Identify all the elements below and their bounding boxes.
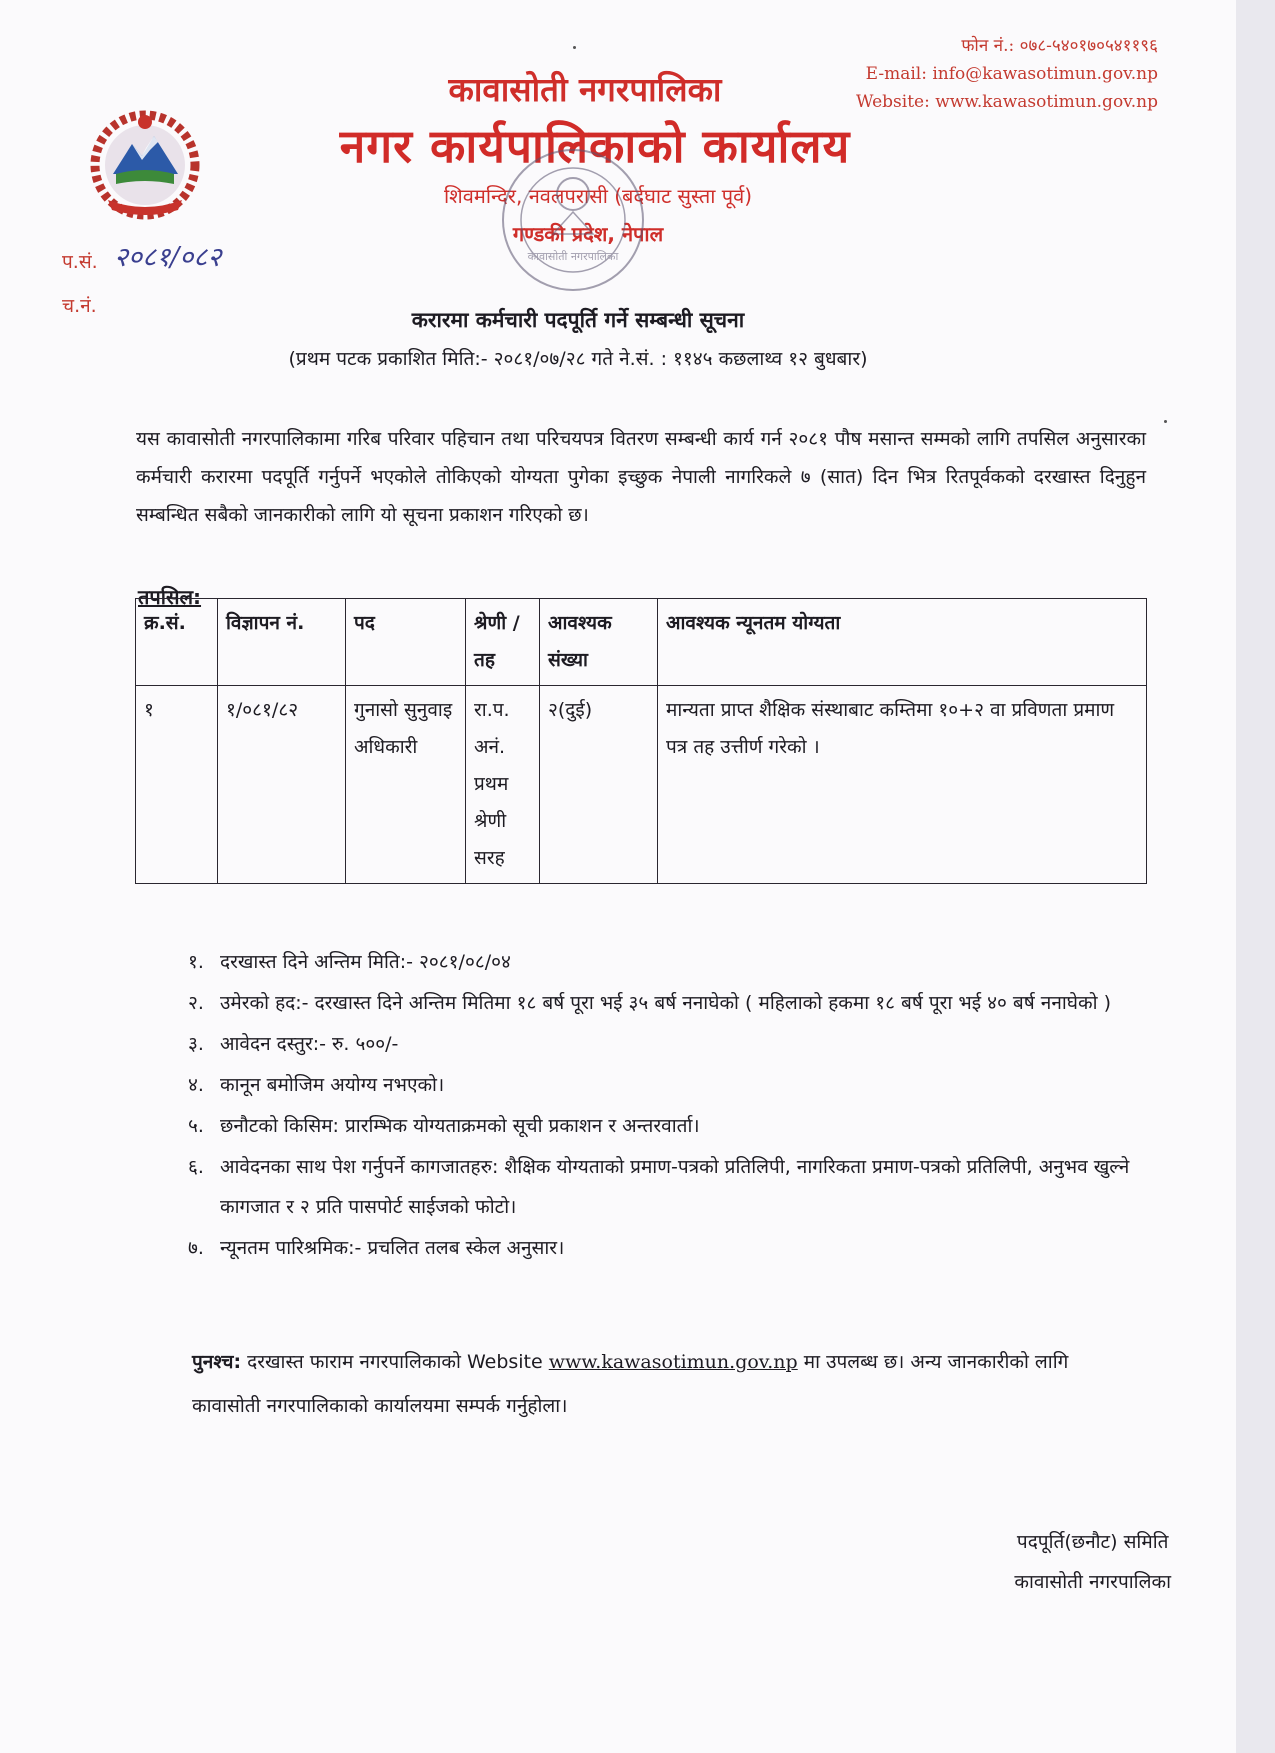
municipality-name: कावासोती नगरपालिका <box>448 70 722 109</box>
col-level: श्रेणी /तह <box>466 599 540 686</box>
vacancy-table <box>135 598 1147 884</box>
list-item: ४. कानून बमोजिम अयोग्य नभएको। <box>188 1074 445 1096</box>
list-item: २. उमेरको हद:- दरखास्त दिने अन्तिम मितिमा १८ बर्ष पूरा भई ३५ बर्ष ननाघेको ( महिलाको हकमा १८ बर्ष पूरा भई ४० बर्ष ननाघेको ) <box>188 992 1111 1014</box>
table-row <box>136 686 1147 884</box>
office-province: गण्डकी प्रदेश, नेपाल <box>512 222 664 246</box>
scan-speck <box>573 46 576 49</box>
postscript <box>192 1340 1122 1428</box>
details-heading: तपसिल: <box>138 585 202 609</box>
signature-municipality: कावासोती नगरपालिका <box>1014 1571 1171 1593</box>
postscript-text-after: मा उपलब्ध छ। अन्य जानकारीको लागि कावासोती नगरपालिकाको कार्यालयमा सम्पर्क गर्नुहोला। <box>192 1351 1069 1417</box>
cell-level: रा.प. अनं. प्रथम श्रेणी सरह <box>466 686 540 884</box>
scan-edge <box>1236 0 1275 1753</box>
signature-block <box>1014 1522 1171 1602</box>
notice-subtitle: (प्रथम पटक प्रकाशित मिति:- २०८१/०७/२८ गते ने.सं. : ११४५ कछलाथ्व १२ बुधबार) <box>288 348 868 370</box>
cell-required-number: २(दुई) <box>540 686 658 884</box>
scan-speck <box>1164 420 1167 423</box>
list-item: ५. छनौटको किसिम: प्रारम्भिक योग्यताक्रमको सूची प्रकाशन र अन्तरवार्ता। <box>188 1115 700 1137</box>
phone-number: फोन नं.: ०७८-५४०१७०५४११९६ <box>961 36 1158 56</box>
seal-text: कावासोती नगरपालिका <box>527 250 619 263</box>
handwritten-reference-number <box>110 236 280 280</box>
col-serial: क्र.सं. <box>136 599 218 686</box>
dispatch-label: च.नं. <box>62 295 97 317</box>
col-post: पद <box>346 599 466 686</box>
website-link[interactable]: www.kawasotimun.gov.np <box>548 1351 798 1373</box>
cell-serial: १ <box>136 686 218 884</box>
office-name: नगर कार्यपालिकाको कार्यालय <box>339 119 851 173</box>
postscript-text-before: दरखास्त फाराम नगरपालिकाको Website <box>241 1351 549 1373</box>
notice-paragraph: यस कावासोती नगरपालिकामा गरिब परिवार पहिचान तथा परिचयपत्र वितरण सम्बन्धी कार्य गर्न २०८१ पौष मसान्त सम्मको लागि तपसिल अनुसारका कर्मचारी करारमा पदपूर्ति गर्नुपर्ने भएकोले तोकिएको योग्यता पुगेका इच्छुक नेपाली नागरिकले ७ (सात) दिन भित्र रितपूर्वकको दरखास्त दिनुहुन सम्बन्धित सबैको जानकारीको लागि यो सूचना प्रकाशन गरिएको छ। <box>136 428 1146 526</box>
cell-minimum-qualification: मान्यता प्राप्त शैक्षिक संस्थाबाट कम्तिमा १०+२ वा प्रविणता प्रमाण पत्र तह उत्तीर्ण गरेको । <box>658 686 1147 884</box>
office-address: शिवमन्दिर, नवलपरासी (बर्दघाट सुस्ता पूर्व) <box>443 184 753 208</box>
cell-post: गुनासो सुनुवाइ अधिकारी <box>346 686 466 884</box>
col-minimum-qualification: आवश्यक न्यूनतम योग्यता <box>658 599 1147 686</box>
notice-title: करारमा कर्मचारी पदपूर्ति गर्ने सम्बन्धी सूचना <box>411 308 745 332</box>
table-header-row <box>136 599 1147 686</box>
list-item: ३. आवेदन दस्तुर:- रु. ५००/- <box>188 1033 399 1055</box>
office-seal-icon <box>495 142 651 298</box>
list-item: ७. न्यूनतम पारिश्रमिक:- प्रचलित तलब स्केल अनुसार। <box>188 1237 565 1259</box>
col-advertisement-no: विज्ञापन नं. <box>218 599 346 686</box>
website-address: Website: www.kawasotimun.gov.np <box>856 92 1158 112</box>
cell-advertisement-no: १/०८१/८२ <box>218 686 346 884</box>
svg-text:२०८१/०८२: २०८१/०८२ <box>114 242 222 273</box>
list-item: ६. आवेदनका साथ पेश गर्नुपर्ने कागजातहरु: शैक्षिक योग्यताको प्रमाण-पत्रको प्रतिलिपी, नागरिकता प्रमाण-पत्रको प्रतिलिपी, अनुभव खुल्ने कागजात र २ प्रति पासपोर्ट साईजको फोटो। <box>188 1156 1130 1218</box>
reference-label: प.सं. <box>62 251 98 273</box>
list-item: १. दरखास्त दिने अन्तिम मिति:- २०८१/०८/०४ <box>188 951 511 973</box>
postscript-label: पुनश्च: <box>192 1351 242 1373</box>
conditions-list <box>188 942 1148 1269</box>
email-address: E-mail: info@kawasotimun.gov.np <box>865 64 1158 84</box>
signature-committee: पदपूर्ति(छनौट) समिति <box>1016 1531 1169 1553</box>
col-required-number: आवश्यक संख्या <box>540 599 658 686</box>
